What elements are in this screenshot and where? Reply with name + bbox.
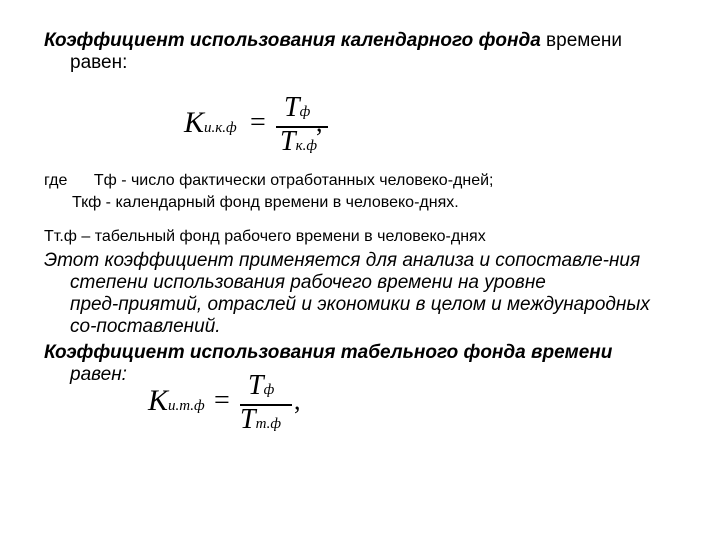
formula2-comma: ,: [294, 386, 301, 415]
formula1-numerator: Tф: [284, 92, 311, 123]
formula-calendar-coefficient: [184, 92, 344, 162]
formula2-numerator: Tф: [248, 370, 275, 401]
heading-calendar-fund: [44, 30, 684, 74]
formula1-denominator: Tк.ф: [280, 126, 317, 157]
heading-calendar-tail: времени: [540, 30, 623, 51]
definition-tf-text: Тф - число фактически отработанных человеко-дней;: [93, 172, 494, 189]
definition-ttf: Тт.ф – табельный фонд рабочего времени в человеко-днях: [44, 228, 486, 245]
note-line-2: степени использования рабочего времени на уровне: [70, 272, 546, 293]
note-paragraph: [44, 250, 694, 338]
definition-tf: [44, 170, 704, 192]
formula1-equals: =: [250, 107, 266, 138]
definitions: [44, 170, 704, 214]
formula-tabular-coefficient: [148, 370, 308, 440]
formula2-k: Kи.т.ф: [148, 384, 205, 417]
note-line-1: Этот коэффициент применяется для анализа и сопоставле-ния: [44, 250, 641, 271]
heading-tabular-fund: [44, 342, 684, 386]
heading-calendar-bold: Коэффициент использования календарного фонда: [44, 30, 541, 51]
formula1-comma: ,: [316, 108, 323, 137]
heading-tabular-line2: равен:: [70, 364, 127, 385]
formula2-equals: =: [214, 385, 230, 416]
definition-where: где: [44, 172, 68, 189]
heading-tabular-bold: Коэффициент использования табельного фонда времени: [44, 342, 613, 363]
note-line-3: пред-приятий, отраслей и экономики в целом и международных: [70, 294, 650, 315]
heading-calendar-line2: равен:: [70, 52, 128, 73]
definition-tkf: Ткф - календарный фонд времени в человеко-днях.: [72, 194, 459, 211]
formula1-k: Kи.к.ф: [184, 106, 237, 139]
note-line-4: со-поставлений.: [70, 316, 221, 337]
formula2-denominator: Tт.ф: [240, 404, 281, 435]
